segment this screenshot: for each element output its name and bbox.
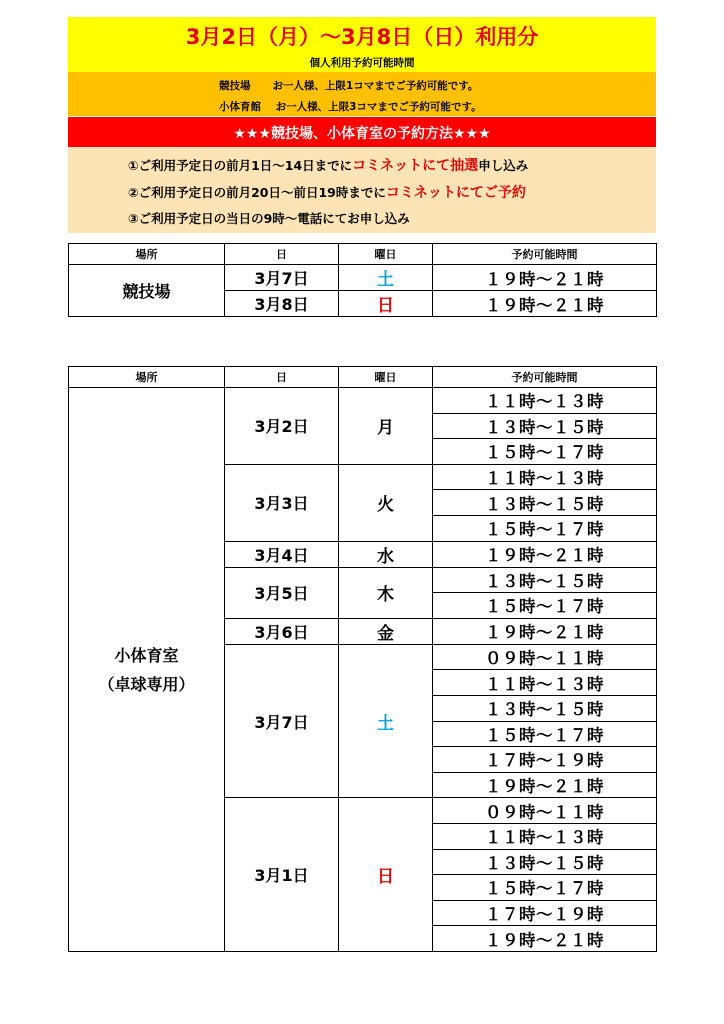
- date-cell: 3月4日: [225, 541, 339, 567]
- column-header-time: 予約可能時間: [433, 367, 657, 388]
- day-cell: 日: [339, 291, 433, 317]
- place-note: （卓球専用）: [98, 675, 195, 695]
- place-name: 小体育室: [114, 646, 179, 666]
- method-item: [128, 155, 528, 175]
- method-text: ③ご利用予定日の当日の9時～: [128, 211, 298, 226]
- method-text: 電話にてお申し込み: [297, 211, 410, 226]
- limit-text: お一人様、上限3コマまでご予約可能です。: [275, 101, 482, 113]
- time-slot-cell: １１時～１３時: [433, 464, 657, 490]
- time-slot-cell: １９時～２１時: [433, 926, 657, 952]
- page-title: 3月2日（月）～3月8日（日）利用分: [185, 25, 539, 49]
- time-slot-cell: １９時～２１時: [433, 265, 657, 291]
- date-cell: 3月3日: [225, 464, 339, 541]
- limit-place: 小体育館: [219, 101, 261, 113]
- date-cell: 3月7日: [225, 644, 339, 798]
- time-slot-cell: １９時～２１時: [433, 618, 657, 644]
- table-header-row: [69, 367, 657, 388]
- method-text: 申し込み: [478, 158, 529, 173]
- method-item: [128, 209, 410, 227]
- column-header-day: 曜日: [339, 367, 433, 388]
- column-header-date: 日: [225, 367, 339, 388]
- day-cell: 土: [339, 265, 433, 291]
- table-row: [69, 265, 657, 291]
- column-header-date: 日: [225, 244, 339, 265]
- time-slot-cell: １１時～１３時: [433, 670, 657, 696]
- time-slot-cell: ０９時～１１時: [433, 644, 657, 670]
- time-slot-cell: １３時～１５時: [433, 413, 657, 439]
- time-slot-cell: １５時～１７時: [433, 439, 657, 465]
- time-slot-cell: １９時～２１時: [433, 291, 657, 317]
- time-slot-cell: １９時～２１時: [433, 772, 657, 798]
- time-slot-cell: ０９時～１１時: [433, 798, 657, 824]
- method-title-bar: [68, 117, 656, 147]
- column-header-place: 場所: [69, 367, 225, 388]
- date-cell: 3月7日: [225, 265, 339, 291]
- table-row: [69, 388, 657, 414]
- time-slot-cell: １５時～１７時: [433, 593, 657, 619]
- day-cell: 月: [339, 388, 433, 465]
- day-cell: 土: [339, 644, 433, 798]
- method-title: ★★★競技場、小体育室の予約方法★★★: [233, 126, 491, 142]
- method-text: ①ご利用予定日の前月1日～14日までに: [128, 158, 353, 173]
- gym-table-body: [69, 388, 657, 952]
- column-header-place: 場所: [69, 244, 225, 265]
- time-slot-cell: １１時～１３時: [433, 388, 657, 414]
- time-slot-cell: １５時～１７時: [433, 515, 657, 541]
- time-slot-cell: １３時～１５時: [433, 695, 657, 721]
- time-slot-cell: １３時～１５時: [433, 490, 657, 516]
- small-gym-schedule-table: [68, 366, 657, 952]
- time-slot-cell: １５時～１７時: [433, 875, 657, 901]
- date-cell: 3月2日: [225, 388, 339, 465]
- column-header-day: 曜日: [339, 244, 433, 265]
- page-subtitle: 個人利用予約可能時間: [309, 57, 415, 69]
- table-header-row: [69, 244, 657, 265]
- date-cell: 3月5日: [225, 567, 339, 618]
- time-slot-cell: １１時～１３時: [433, 823, 657, 849]
- method-highlight: コミネットにてご予約: [385, 185, 526, 201]
- method-item: [128, 182, 526, 202]
- day-cell: 金: [339, 618, 433, 644]
- method-box: [68, 147, 656, 233]
- day-cell: 日: [339, 798, 433, 952]
- place-cell: [69, 388, 225, 952]
- day-cell: 木: [339, 567, 433, 618]
- title-bar: [68, 17, 656, 72]
- limit-row-gym: [219, 99, 482, 114]
- place-cell: 競技場: [69, 265, 225, 317]
- time-slot-cell: １３時～１５時: [433, 567, 657, 593]
- day-cell: 火: [339, 464, 433, 541]
- time-slot-cell: １９時～２１時: [433, 541, 657, 567]
- stadium-schedule-table: [68, 243, 657, 317]
- date-cell: 3月1日: [225, 798, 339, 952]
- limit-text: お一人様、上限1コマまでご予約可能です。: [272, 80, 479, 92]
- limit-place: 競技場: [219, 80, 251, 92]
- time-slot-cell: １７時～１９時: [433, 747, 657, 773]
- date-cell: 3月6日: [225, 618, 339, 644]
- time-slot-cell: １５時～１７時: [433, 721, 657, 747]
- column-header-time: 予約可能時間: [433, 244, 657, 265]
- date-cell: 3月8日: [225, 291, 339, 317]
- time-slot-cell: １７時～１９時: [433, 900, 657, 926]
- method-text: ②ご利用予定日の前月20日～前日19時までに: [128, 185, 386, 200]
- limits-bar: [68, 72, 656, 116]
- limit-row-stadium: [219, 78, 478, 93]
- time-slot-cell: １３時～１５時: [433, 849, 657, 875]
- day-cell: 水: [339, 541, 433, 567]
- method-highlight: コミネットにて抽選: [352, 158, 479, 174]
